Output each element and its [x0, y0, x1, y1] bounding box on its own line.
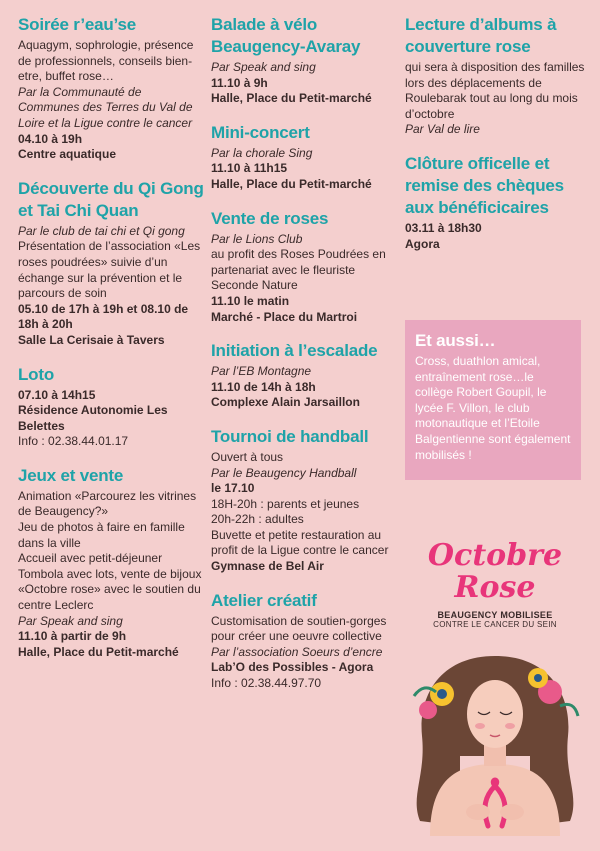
event-description: Animation «Parcourez les vitrines de Beaugency?» — [18, 488, 197, 519]
event-detail-bold: Salle La Cerisaie à Tavers — [18, 332, 165, 347]
event-organizer: Par le Lions Club — [211, 231, 303, 246]
event-detail-bold: Halle, Place du Petit-marché — [18, 644, 179, 659]
event-description: Info : 02.38.44.97.70 — [211, 676, 322, 691]
flower-right-center — [534, 674, 542, 682]
event-detail-bold: Halle, Place du Petit-marché — [211, 176, 372, 191]
event-title: Vente de roses — [211, 208, 329, 228]
event-description: au profit des Roses Poudrées en partenariat avec le fleuriste Seconde Nature — [211, 247, 386, 293]
hand-right — [500, 804, 524, 820]
event-description: qui sera à disposition des familles lors des déplacements de Roulebarak tout au long du mois d’octobre — [405, 60, 585, 121]
event-detail-bold: Complexe Alain Jarsaillon — [211, 395, 360, 410]
event-detail-bold: 11.10 à partir de 9h — [18, 629, 127, 644]
event-description: 18H-20h : parents et jeunes — [211, 496, 360, 511]
et-aussi-title: Et aussi… — [415, 331, 496, 350]
event-detail-bold: 11.10 à 9h — [211, 75, 268, 90]
event-title: Mini-concert — [211, 122, 310, 142]
event-description: Tombola avec lots, vente de bijoux «Octobre rose» avec le soutien du centre Leclerc — [18, 566, 202, 613]
column-left — [18, 14, 204, 675]
event-soiree-r-eau-se — [18, 14, 204, 163]
event-title: Loto — [18, 364, 55, 384]
cheek-right — [505, 723, 515, 729]
event-balade-a-velo-beaugency-avaray — [211, 14, 397, 107]
event-title: Initiation à l’escalade — [211, 341, 378, 361]
woman-with-flowers-illustration — [400, 636, 590, 836]
event-organizer: Par Speak and sing — [211, 60, 316, 74]
event-loto — [18, 364, 204, 450]
event-organizer: Par l’association Soeurs d’encre — [211, 644, 383, 659]
event-description: Info : 02.38.44.01.17 — [18, 434, 129, 449]
event-title: Atelier créatif — [211, 590, 317, 610]
event-detail-bold: Halle, Place du Petit-marché — [211, 91, 372, 106]
event-mini-concert — [211, 122, 397, 193]
event-description: Ouvert à tous — [211, 449, 284, 464]
event-title: Jeux et vente — [18, 465, 124, 485]
event-detail-bold: 04.10 à 19h — [18, 131, 83, 146]
event-detail-bold: Lab’O des Possibles - Agora — [211, 660, 374, 675]
event-detail-bold: 11.10 le matin — [211, 293, 290, 308]
event-organizer: Par la Communauté de Communes des Terres du Val de Loire et la Ligue contre le cancer — [18, 84, 193, 130]
event-detail-bold: Agora — [405, 236, 440, 251]
event-detail-bold: 05.10 de 17h à 19h et 08.10 de 18h à 20h — [18, 301, 189, 332]
event-detail-bold: Marché - Place du Martroi — [211, 309, 358, 324]
flower-left-center — [437, 689, 447, 699]
face-shape — [467, 680, 523, 748]
event-detail-bold: 07.10 à 14h15 — [18, 387, 96, 402]
octobre-rose-logo — [405, 540, 585, 629]
event-description: Accueil avec petit-déjeuner — [18, 551, 163, 566]
event-description: Buvette et petite restauration au profit de la Ligue contre le cancer — [211, 527, 389, 558]
event-cloture-officelle-et-remise-de — [405, 153, 585, 252]
event-description: Jeu de photos à faire en famille dans la ville — [18, 520, 185, 550]
logo-title-line2: Rose — [454, 570, 536, 605]
event-detail-bold: le 17.10 — [211, 481, 255, 496]
cheek-left — [475, 723, 485, 729]
et-aussi-text: Cross, duathlon amical, entraînement rose…le collège Robert Goupil, le lycée F. Villon, le club motonautique et l’Etoile Balgentienne sont également mobilisés ! — [415, 354, 571, 462]
et-aussi-box — [405, 320, 581, 480]
event-detail-bold: 11.10 de 14h à 18h — [211, 379, 316, 394]
event-jeux-et-vente — [18, 465, 204, 661]
event-title: Clôture officelle et remise des chèques aux bénéficicaires — [405, 153, 564, 217]
column-middle — [211, 14, 397, 707]
event-organizer: Par le club de tai chi et Qi gong — [18, 223, 185, 238]
event-lecture-d-albums-a-couverture- — [405, 14, 585, 138]
logo-subtitle: BEAUGENCY MOBILISEE — [437, 610, 553, 620]
event-detail-bold: 11.10 à 11h15 — [211, 161, 288, 176]
event-vente-de-roses — [211, 208, 397, 326]
event-description: 20h-22h : adultes — [211, 512, 304, 527]
event-decouverte-du-qi-gong-et-tai-c — [18, 178, 204, 349]
event-title: Soirée r’eau’se — [18, 15, 136, 34]
event-initiation-a-l-escalade — [211, 340, 397, 411]
event-detail-bold: Gymnase de Bel Air — [211, 559, 324, 574]
logo-title-line1: Octobre — [427, 538, 563, 573]
event-organizer: Par Speak and sing — [18, 613, 123, 628]
event-tournoi-de-handball — [211, 426, 397, 575]
event-detail-bold: Centre aquatique — [18, 147, 117, 162]
event-title: Tournoi de handball — [211, 426, 369, 446]
event-organizer: Par le Beaugency Handball — [211, 465, 357, 480]
event-organizer: Par Val de lire — [405, 122, 480, 137]
hand-left — [466, 804, 490, 820]
event-description: Présentation de l’association «Les roses poudrées» suivie d’un échange sur la prévention et le parcours de soin — [18, 239, 201, 301]
event-title: Lecture d’albums à couverture rose — [405, 15, 557, 56]
event-description: Customisation de soutien-gorges pour créer une oeuvre collective — [211, 613, 387, 644]
flower-left-pink — [419, 701, 437, 719]
event-title: Balade à vélo Beaugency-Avaray — [211, 15, 361, 56]
event-detail-bold: Résidence Autonomie Les Belettes — [18, 403, 168, 433]
event-organizer: Par l’EB Montagne — [211, 364, 312, 379]
event-description: Aquagym, sophrologie, présence de professionnels, conseils bien-etre, buffet rose… — [18, 38, 194, 84]
logo-tagline: CONTRE LE CANCER DU SEIN — [433, 620, 557, 629]
event-detail-bold: 03.11 à 18h30 — [405, 220, 482, 235]
event-atelier-creatif — [211, 590, 397, 692]
column-right — [405, 14, 585, 267]
event-title: Découverte du Qi Gong et Tai Chi Quan — [18, 178, 204, 220]
event-organizer: Par la chorale Sing — [211, 145, 313, 160]
